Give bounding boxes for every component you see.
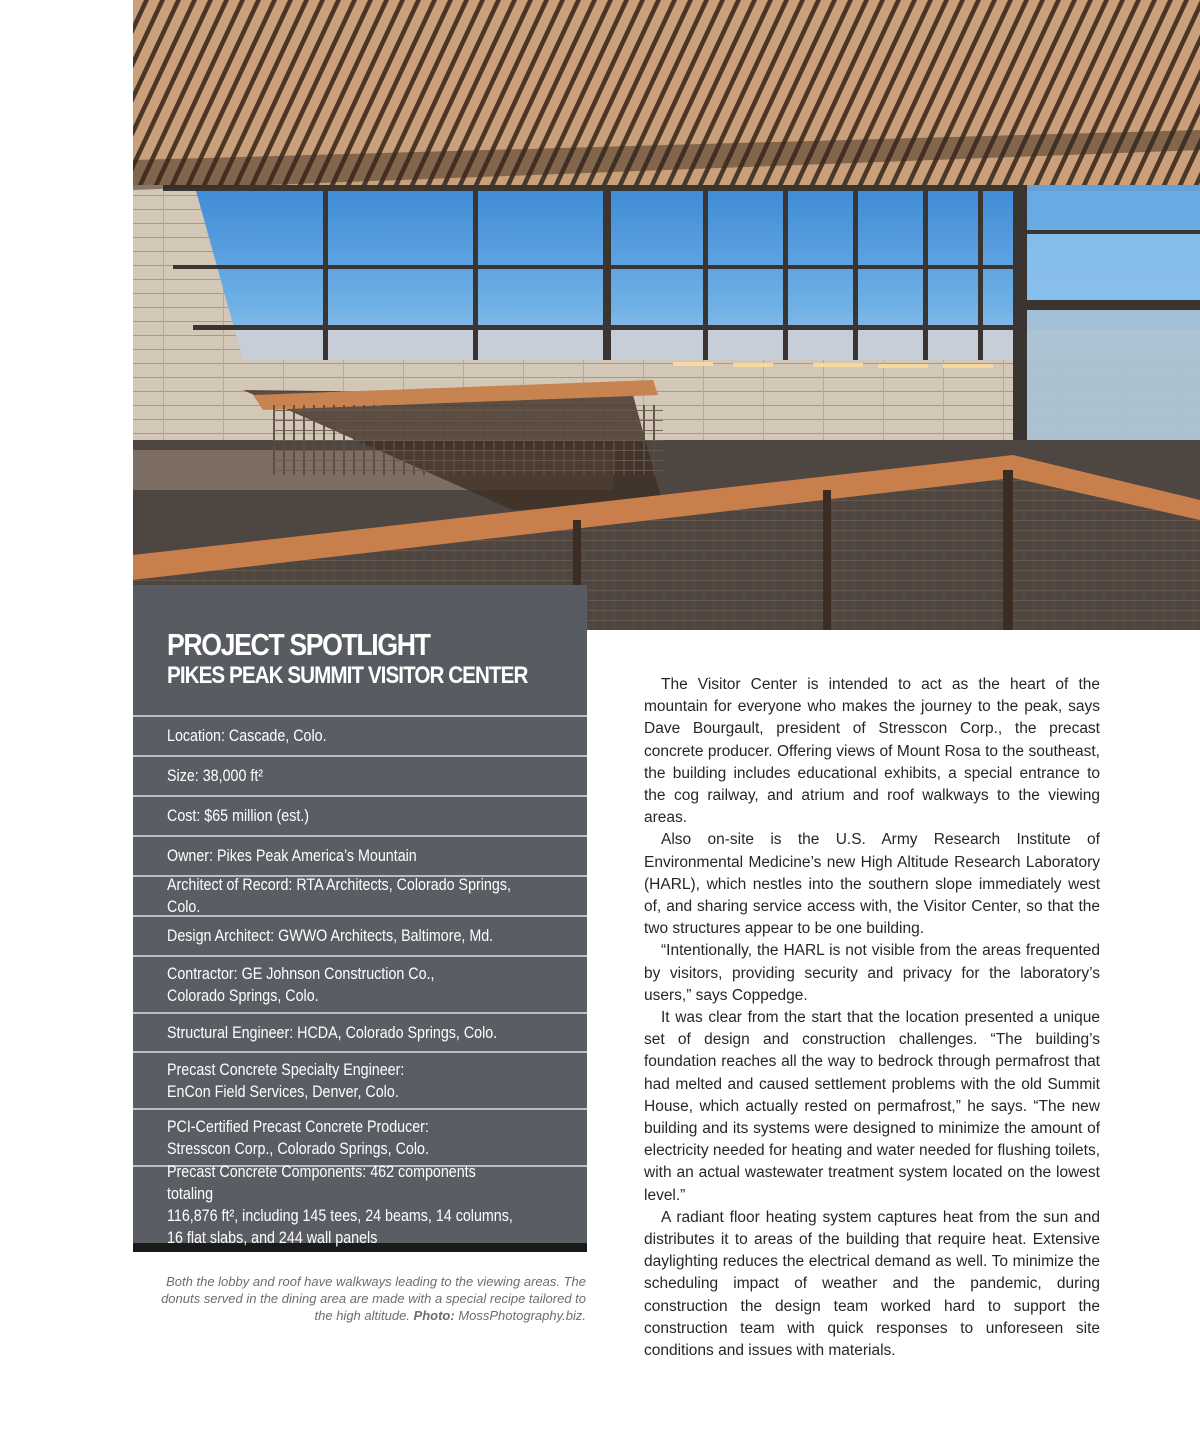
fact-precast-components-text: Precast Concrete Components: 462 components totaling 116,876 ft², including 145 tees, 24 beams, 14 columns, 16 flat slabs, and 244 wall panels [167,1162,513,1247]
fact-precast-producer-text: PCI-Certified Precast Concrete Producer: Stresscon Corp., Colorado Springs, Colo. [167,1116,429,1158]
fact-contractor-text: Contractor: GE Johnson Construction Co., Colorado Springs, Colo. [167,963,435,1005]
fact-design-architect-text: Design Architect: GWWO Architects, Baltimore, Md. [167,926,494,945]
fact-owner-text: Owner: Pikes Peak America’s Mountain [167,846,417,865]
article-paragraph: It was clear from the start that the location presented a unique set of design and construction challenges. “The building’s foundation reaches all the way to bedrock through permafrost that had melted and caused settlement problems with the old Summit House, which actually rested on permafrost,” he says. “The new building and its systems were designed to minimize the amount of electricity needed for heating and water needed for flushing toilets, with an actual wastewater treatment system located on the lowest level.” [644,1009,1100,1204]
caption-text: Both the lobby and roof have walkways leading to the viewing areas. The donuts served in the dining area are made with a special recipe tailored to the high altitude. [161,1274,586,1323]
spotlight-header [133,585,587,715]
atrium-photo-illustration [133,0,1200,630]
fact-precast-specialty-engineer-text: Precast Concrete Specialty Engineer: EnCon Field Services, Denver, Colo. [167,1059,405,1101]
photo-caption [150,1273,586,1324]
article-body [644,674,1100,1362]
project-facts-list [133,715,587,1252]
fact-owner [133,835,587,875]
fact-architect-of-record-text: Architect of Record: RTA Architects, Colorado Springs, Colo. [167,875,511,916]
fact-design-architect [133,915,587,955]
article-paragraph: A radiant floor heating system captures heat from the sun and distributes it to areas of the building that require heat. Extensive daylighting reduces the electrical demand as well. To minimize the scheduling impact of weather and the pandemic, during construction the design team worked hard to support the construction team with quick responses to unforeseen site conditions and issues with materials. [644,1208,1100,1360]
fact-contractor [133,955,587,1012]
fact-structural-engineer [133,1012,587,1051]
caption-credit: MossPhotography.biz. [458,1308,586,1323]
spotlight-subtitle: PIKES PEAK SUMMIT VISITOR CENTER [167,662,528,689]
article-paragraph: Also on-site is the U.S. Army Research Institute of Environmental Medicine’s new High Altitude Research Laboratory (HARL), which nestles into the southern slope immediately west of, and sharing service access with, the Visitor Center, so that the two structures appear to be one building. [644,831,1100,938]
fact-precast-specialty-engineer [133,1051,587,1108]
atrium-photo [133,0,1200,630]
fact-cost-text: Cost: $65 million (est.) [167,806,310,825]
caption-credit-label: Photo: [413,1308,455,1323]
fact-size [133,755,587,795]
article-paragraph: The Visitor Center is intended to act as the heart of the mountain for everyone who makes the journey to the peak, says Dave Bourgault, president of Stresscon Corp., the precast concrete producer. Offering views of Mount Rosa to the southeast, the building includes educational exhibits, a special entrance to the cog railway, and atrium and roof walkways to the viewing areas. [644,676,1100,827]
fact-cost [133,795,587,835]
fact-structural-engineer-text: Structural Engineer: HCDA, Colorado Springs, Colo. [167,1022,498,1042]
fact-location [133,715,587,755]
fact-precast-components [133,1162,587,1247]
fact-precast-producer [133,1108,587,1165]
fact-architect-of-record [133,875,587,915]
spotlight-title: PROJECT SPOTLIGHT [167,627,430,662]
article-paragraph: “Intentionally, the HARL is not visible from the areas frequented by visitors, providing security and privacy for the laboratory’s users,” says Coppedge. [644,942,1100,1004]
fact-size-text: Size: 38,000 ft² [167,766,264,785]
fact-location-text: Location: Cascade, Colo. [167,726,327,745]
